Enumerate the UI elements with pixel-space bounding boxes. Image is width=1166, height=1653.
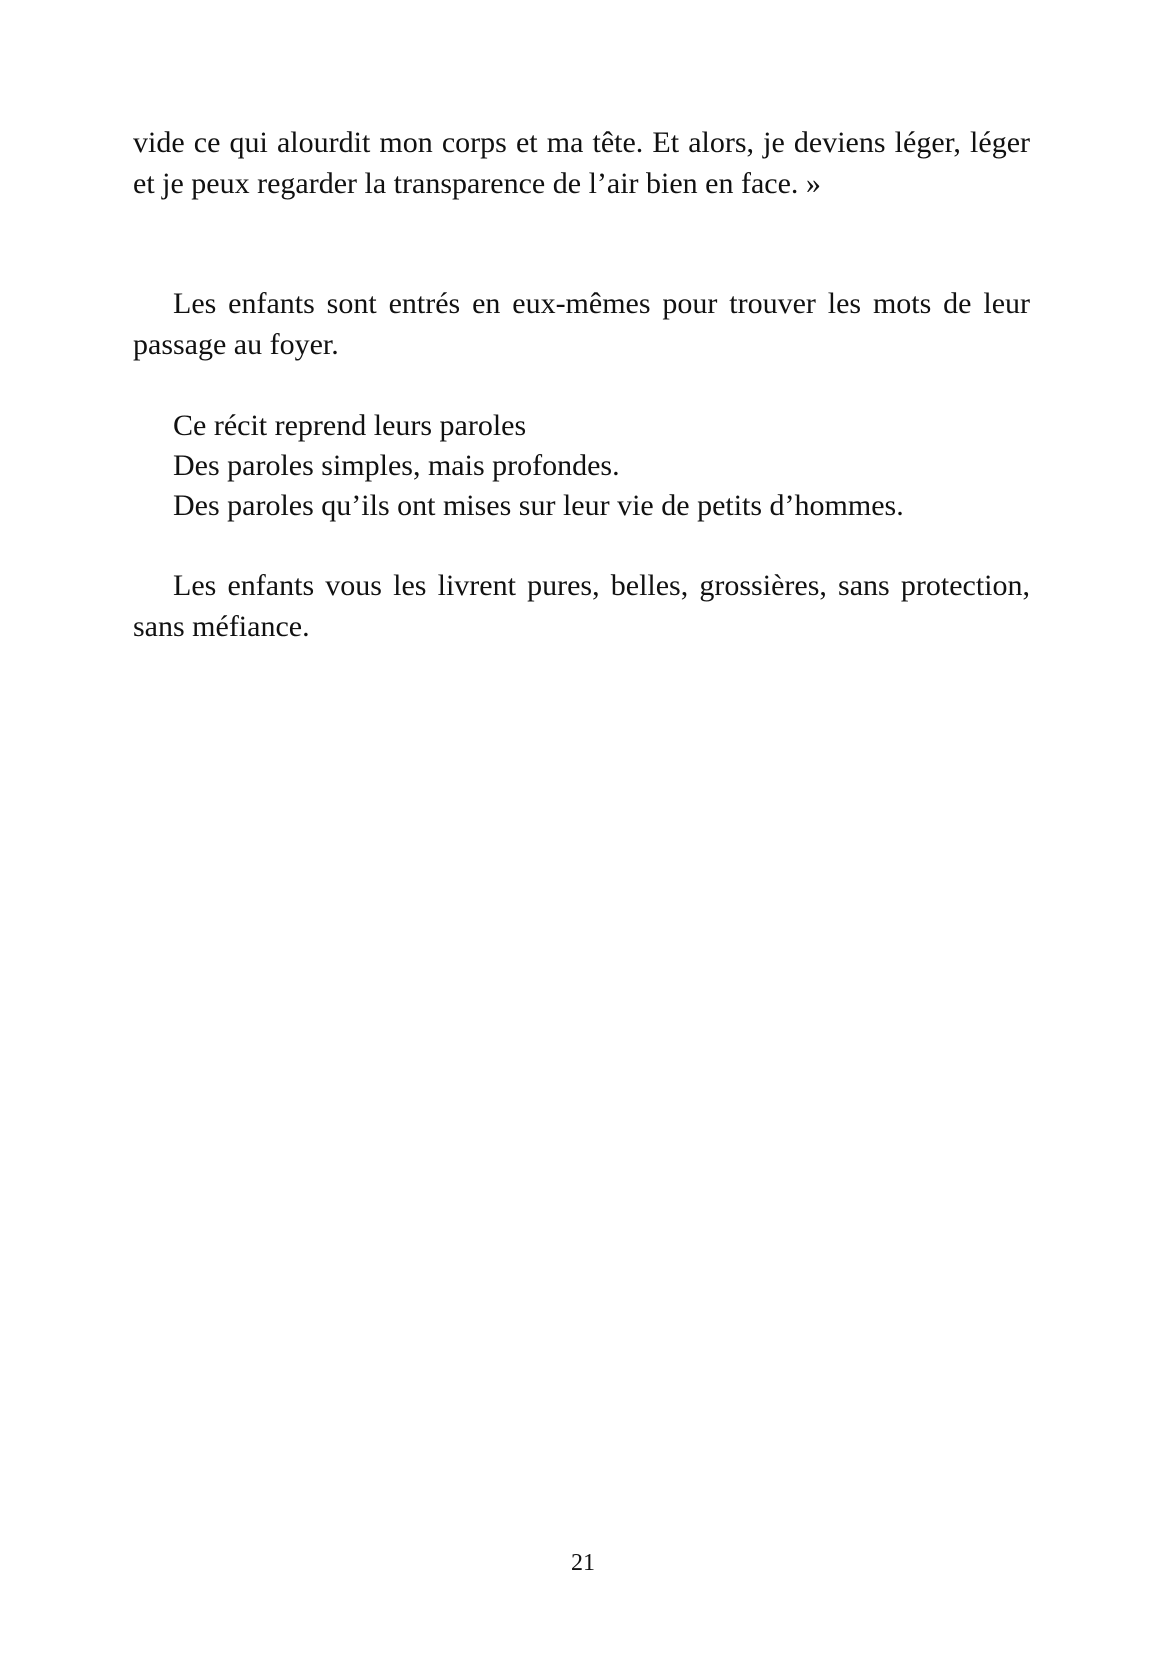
verse-line: Ce récit reprend leurs paroles [173,409,527,442]
verse-line: Des paroles qu’ils ont mises sur leur vie de petits d’hommes. [173,489,904,522]
continued-paragraph [133,122,1030,204]
intro-paragraph [133,283,1030,365]
text-line: Les enfants sont entrés en eux-mêmes pour trouver les mots de leur [173,287,1030,320]
text-line: Les enfants vous les livrent pures, belles, grossières, sans protection, [173,569,1030,602]
text-line: vide ce qui alourdit mon corps et ma tête. Et alors, je deviens léger, léger [133,126,1030,159]
verse-block [173,406,904,526]
final-paragraph [133,565,1030,647]
verse-line: Des paroles simples, mais profondes. [173,449,620,482]
page-number: 21 [571,1550,595,1576]
text-line: passage au foyer. [133,328,339,361]
text-line: sans méfiance. [133,610,310,643]
text-line: et je peux regarder la transparence de l’air bien en face. » [133,167,821,200]
